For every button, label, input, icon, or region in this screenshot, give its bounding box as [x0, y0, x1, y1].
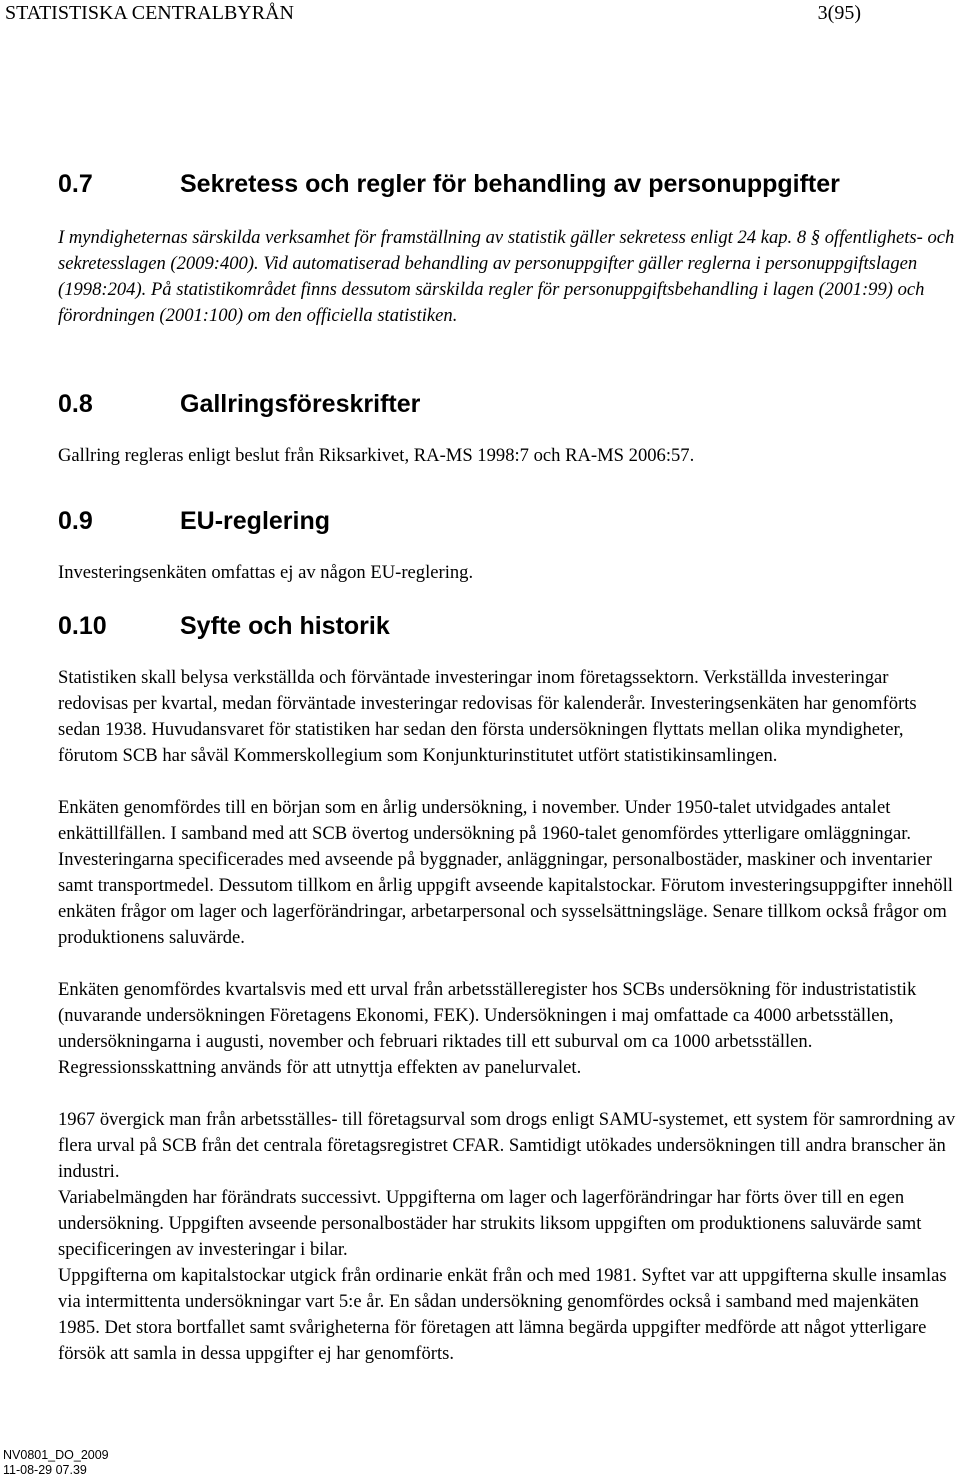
section-number: 0.7: [58, 170, 93, 198]
section-0-7-text: I myndigheternas särskilda verksamhet för framställning av statistik gäller sekretess enligt 24 kap. 8 § offentlighets- och sekretesslagen (2009:400). Vid automatiserad behandling av personuppgifter gäller reglerna i personuppgiftslagen (1998:204). På statistikområdet finns dessutom särskilda regler för personuppgiftsbehandling i lagen (2001:99) och förordningen (2001:100) om den officiella statistiken.: [58, 227, 955, 326]
section-title: Syfte och historik: [180, 612, 390, 640]
document-id: NV0801_DO_2009: [3, 1448, 109, 1462]
page-header: [5, 2, 865, 32]
section-number: 0.10: [58, 612, 107, 640]
section-0-10-paragraph: Statistiken skall belysa verkställda och förväntade investeringar inom företagssektorn. Verkställda investeringar redovisas per kvartal, medan förväntade investeringar redovisas för kalenderår. Investeringsenkäten har genomförts sedan 1938. Huvudansvaret för statistiken har sedan den första undersökningen flyttats mellan olika myndigheter, förutom SCB har såväl Kommerskollegium som Konjunkturinstitutet utfört statistikinsamlingen.: [58, 667, 917, 766]
section-0-10-paragraph: 1967 övergick man från arbetsställes- till företagsurval som drogs enligt SAMU-systemet, ett system för samrordning av flera urval på SCB från det centrala företagsregistret CFAR. Samtidigt utökades undersökningen till andra branscher än industri.: [58, 1109, 956, 1182]
section-number: 0.9: [58, 507, 93, 535]
page-number: 3(95): [817, 2, 861, 24]
section-title: Gallringsföreskrifter: [180, 390, 421, 418]
section-0-9-text: Investeringsenkäten omfattas ej av någon EU-reglering.: [58, 562, 474, 583]
section-0-10-paragraph: Variabelmängden har förändrats successivt. Uppgifterna om lager och lagerförändringar har förts över till en egen undersökning. Uppgiften avseende personalbostäder har strukits liksom uppgiften om produktionens saluvärde samt specificeringen av investeringar i bilar.: [58, 1187, 922, 1260]
organization-name: STATISTISKA CENTRALBYRÅN: [5, 2, 294, 24]
section-heading-0-7: [58, 170, 840, 199]
document-date: 11-08-29 07.39: [3, 1463, 87, 1477]
section-0-8-text: Gallring regleras enligt beslut från Riksarkivet, RA-MS 1998:7 och RA-MS 2006:57.: [58, 445, 695, 466]
section-heading-0-10: [58, 612, 390, 641]
section-title: EU-reglering: [180, 507, 331, 535]
section-0-10-paragraph: Enkäten genomfördes till en början som en årlig undersökning, i november. Under 1950-talet utvidgades antalet enkättillfällen. I samband med att SCB övertog undersökning på 1960-talet genomfördes ytterligare omläggningar. Investeringarna specificerades med avseende på byggnader, anläggningar, personalbostäder, maskiner och inventarier samt transportmedel. Dessutom tillkom en årlig uppgift avseende kapitalstockar. Förutom investeringsuppgifter innehöll enkäten frågor om lager och lagerförändringar, arbetarpersonal och sysselsättningsläge. Senare tillkom också frågor om produktionens saluvärde.: [58, 797, 953, 948]
section-heading-0-9: [58, 507, 330, 536]
page-footer: [3, 1448, 109, 1478]
section-0-10-paragraph: Enkäten genomfördes kvartalsvis med ett urval från arbetsställeregister hos SCBs undersökning för industristatistik (nuvarande undersökningen Företagens Ekonomi, FEK). Undersökningen i maj omfattade ca 4000 arbetsställen, undersökningarna i augusti, november och februari riktades till ett suburval om ca 1000 arbetsställen. Regressionsskattning används för att utnyttja effekten av panelurvalet.: [58, 979, 917, 1078]
section-number: 0.8: [58, 390, 93, 418]
section-title: Sekretess och regler för behandling av personuppgifter: [180, 170, 840, 198]
section-0-10-paragraph: Uppgifterna om kapitalstockar utgick från ordinarie enkät från och med 1981. Syftet var att uppgifterna skulle insamlas via intermittenta undersökningar vart 5:e år. En sådan undersökning genomfördes också i samband med majenkäten 1985. Det stora bortfallet samt svårigheterna för företagen att lämna begärda uppgifter medförde att något ytterligare försök att samla in dessa uppgifter ej har genomförts.: [58, 1265, 947, 1364]
section-heading-0-8: [58, 390, 420, 419]
